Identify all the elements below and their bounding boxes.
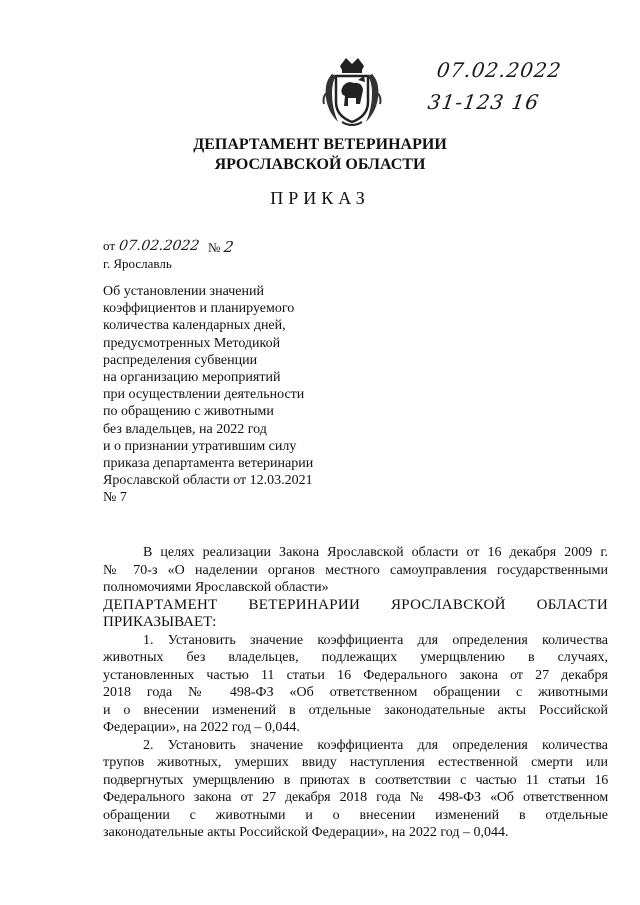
stamp-number: 31-123 16 bbox=[426, 90, 541, 114]
item-1-line: 1. Установить значение коэффициента для определения количества bbox=[143, 632, 608, 648]
item-2-line: подвергнутых умерщвлению в приютах в соответствии с частью 11 статьи 16 bbox=[103, 772, 608, 788]
organization-name-line-2: ЯРОСЛАВСКОЙ ОБЛАСТИ bbox=[214, 156, 426, 173]
subject-line: распределения субвенции bbox=[103, 352, 258, 368]
item-1-line: 2018 года № 498-ФЗ «Об ответственном обращении с животными bbox=[103, 685, 608, 700]
preamble-line: № 70-з «О наделении органов местного самоуправления государственными bbox=[103, 562, 608, 578]
order-verb-line: ПРИКАЗЫВАЕТ: bbox=[103, 614, 217, 630]
item-2-line: обращении с животными и о внесении изменений в отдельные bbox=[103, 807, 608, 823]
subject-line: на организацию мероприятий bbox=[103, 370, 281, 386]
city: г. Ярославль bbox=[103, 256, 172, 271]
number-prefix: № bbox=[208, 240, 221, 255]
item-1-line: установленных частью 11 статьи 16 Федерального закона от 27 декабря bbox=[103, 667, 608, 683]
date-prefix: от bbox=[103, 238, 116, 253]
preamble-line: В целях реализации Закона Ярославской области от 16 декабря 2009 г. bbox=[143, 545, 608, 560]
item-2-line: 2. Установить значение коэффициента для определения количества bbox=[143, 737, 608, 753]
order-number bbox=[208, 238, 234, 256]
subject-line: коэффициентов и планируемого bbox=[103, 301, 295, 317]
organization-name-line-1: ДЕПАРТАМЕНТ ВЕТЕРИНАРИИ bbox=[193, 136, 447, 153]
subject-line: и о признании утратившим силу bbox=[103, 438, 297, 454]
subject-line: по обращению с животными bbox=[103, 404, 274, 420]
item-1-line: животных без владельцев, подлежащих умерщвлению в случаях, bbox=[103, 650, 608, 665]
subject-line: без владельцев, на 2022 год bbox=[103, 421, 267, 437]
subject-line: при осуществлении деятельности bbox=[103, 387, 305, 403]
item-1-line: и о внесении изменений в отдельные законодательные акты Российской bbox=[103, 702, 608, 718]
subject-line: № 7 bbox=[103, 490, 127, 506]
order-date bbox=[103, 238, 199, 254]
item-2-line: трупов животных, умерших ввиду наступления естественной смерти или bbox=[103, 755, 608, 770]
item-1-line: Федерации», на 2022 год – 0,044. bbox=[103, 720, 300, 735]
subject-line: предусмотренных Методикой bbox=[103, 335, 281, 351]
subject-line: приказа департамента ветеринарии bbox=[103, 456, 314, 472]
coat-of-arms-emblem bbox=[318, 52, 386, 130]
preamble-line: полномочиями Ярославской области» bbox=[103, 580, 329, 595]
stamp-date: 07.02.2022 bbox=[435, 58, 564, 82]
order-authority-line: ДЕПАРТАМЕНТ ВЕТЕРИНАРИИ ЯРОСЛАВСКОЙ ОБЛАСТИ bbox=[103, 596, 608, 613]
subject-line: количества календарных дней, bbox=[103, 318, 286, 334]
order-subject bbox=[103, 283, 403, 507]
document-type-title: ПРИКАЗ bbox=[270, 188, 370, 208]
order-body bbox=[103, 544, 608, 842]
number-value: 2 bbox=[223, 238, 236, 256]
date-value: 07.02.2022 bbox=[117, 238, 201, 254]
subject-line: Ярославской области от 12.03.2021 bbox=[103, 473, 313, 489]
subject-line: Об установлении значений bbox=[103, 284, 264, 299]
item-2-line: Федерального закона от 27 декабря 2018 года № 498-ФЗ «Об ответственном bbox=[103, 790, 608, 805]
organization-name bbox=[0, 135, 640, 175]
item-2-line: законодательные акты Российской Федерации», на 2022 год – 0,044. bbox=[103, 825, 509, 840]
